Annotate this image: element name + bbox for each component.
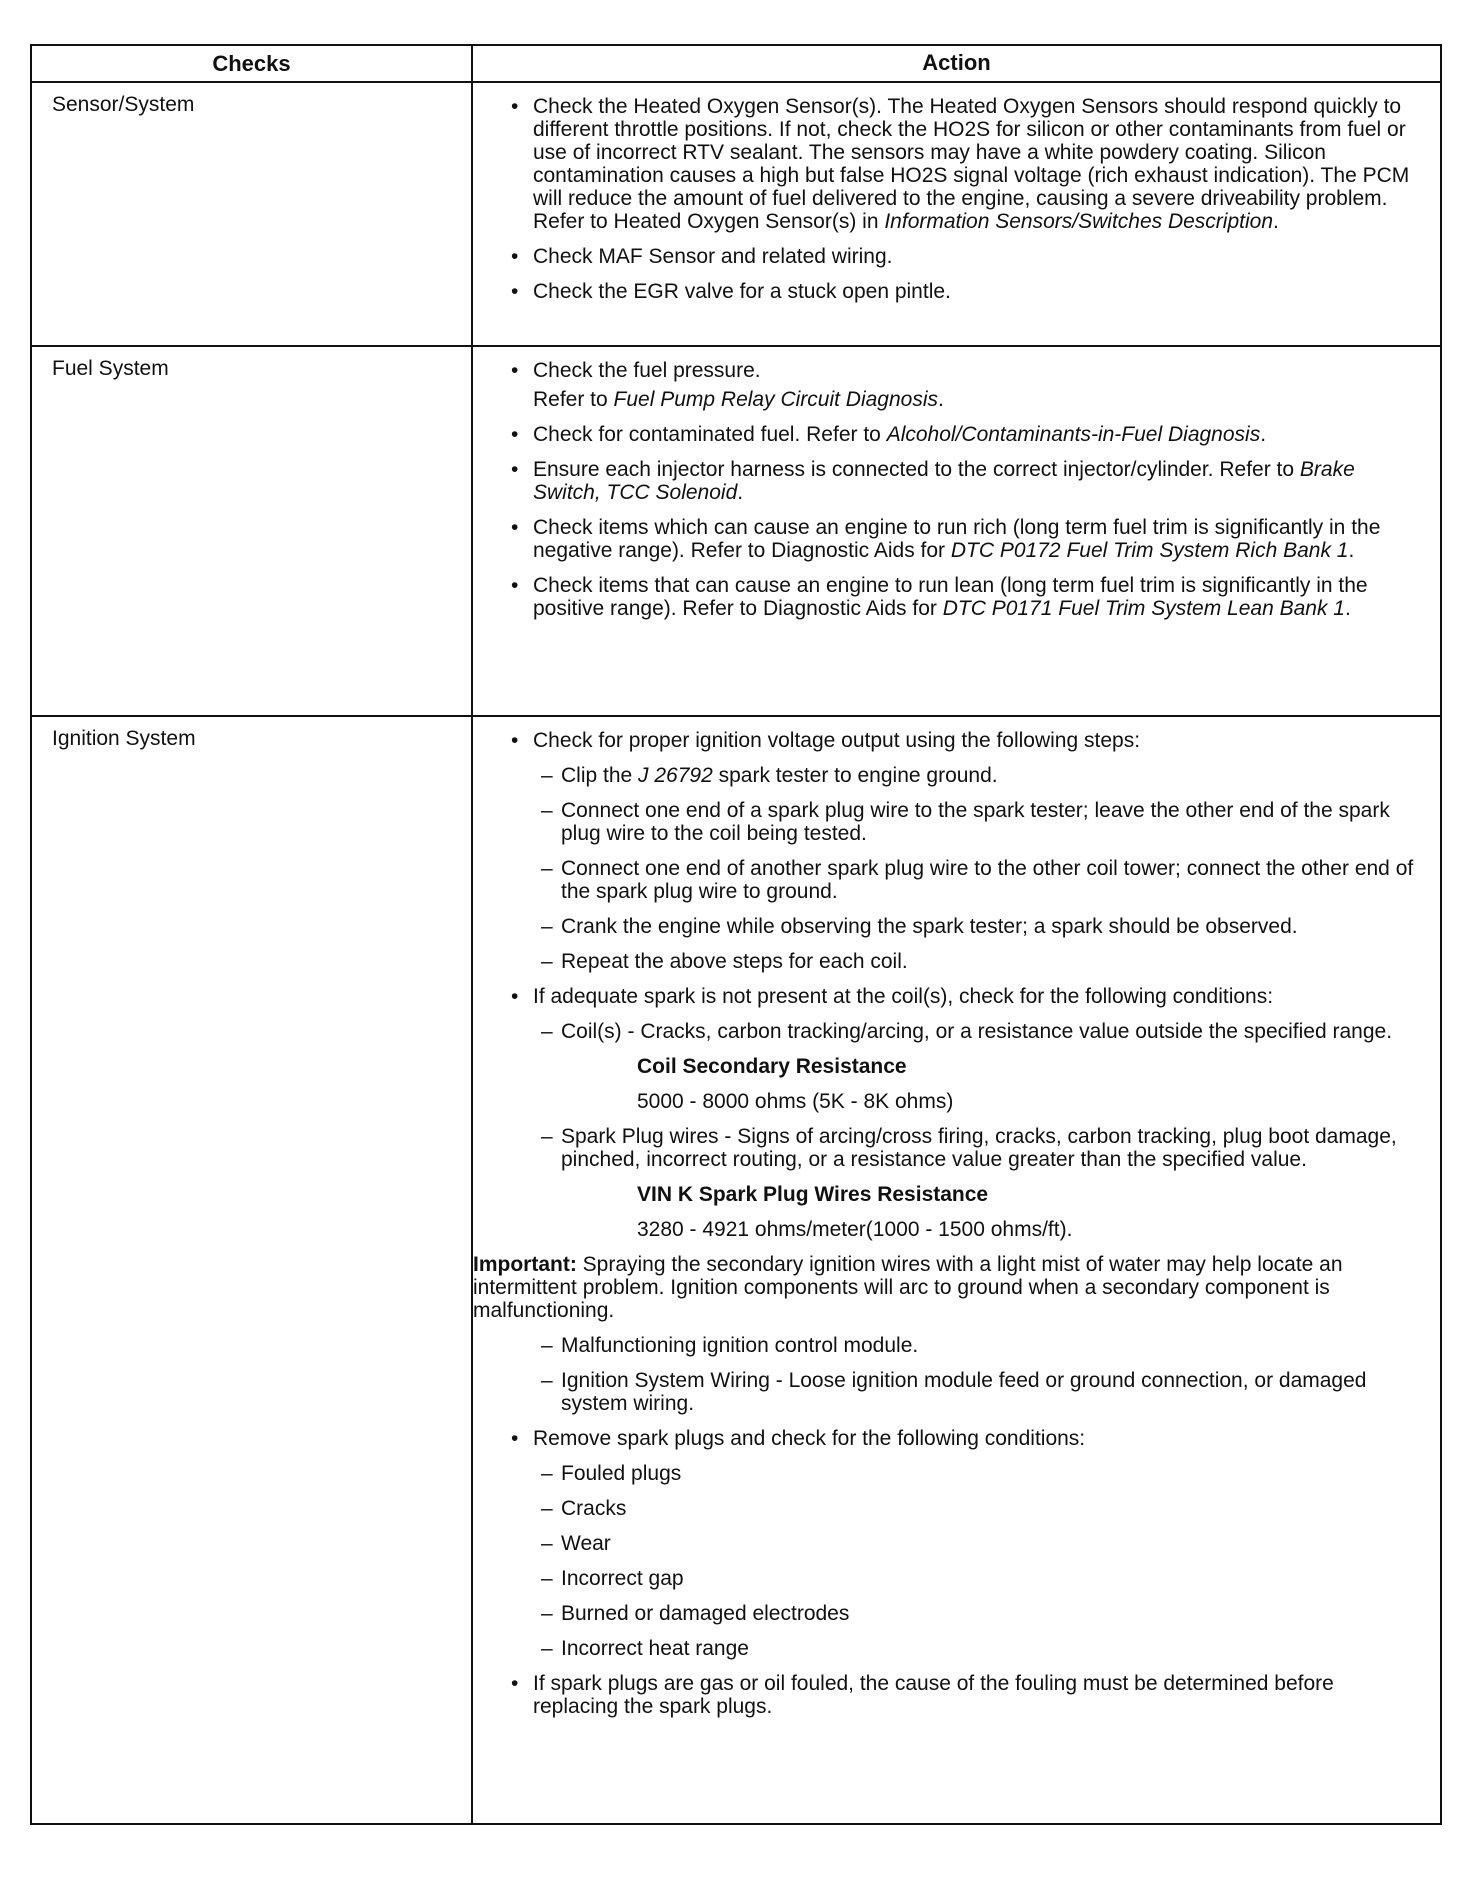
sub-item: – Incorrect heat range — [485, 1637, 1424, 1660]
sub-item: – Spark Plug wires - Signs of arcing/cross firing, cracks, carbon tracking, plug boot damage, pinched, incorrect routing, or a resistance value greater than the specified value. — [485, 1125, 1424, 1171]
action-item: • Check the Heated Oxygen Sensor(s). The Heated Oxygen Sensors should respond quickly to different throttle positions. If not, check the HO2S for silicon or other contaminants from fuel or use of incorrect RTV sealant. The sensors may have a white powdery coating. Silicon contamination causes a high but false HO2S signal voltage (rich exhaust indication). The PCM will reduce the amount of fuel delivered to the engine, causing a severe driveability problem. Refer to Heated Oxygen Sensor(s) in Information Sensors/Switches Description. — [485, 95, 1424, 233]
spec-title-wire-resistance: VIN K Spark Plug Wires Resistance — [637, 1183, 989, 1206]
sub-item: – Wear — [485, 1532, 1424, 1555]
sub-item: – Ignition System Wiring - Loose ignition module feed or ground connection, or damaged system wiring. — [485, 1369, 1424, 1415]
diagnostic-table — [30, 44, 1442, 1825]
sub-item: – Connect one end of another spark plug wire to the other coil tower; connect the other end of the spark plug wire to ground. — [485, 857, 1424, 903]
sub-item: – Incorrect gap — [485, 1567, 1424, 1590]
table-row-sensor-system — [32, 81, 1440, 345]
table-row-fuel-system — [32, 345, 1440, 715]
important-note: Important: Spraying the secondary ignition wires with a light mist of water may help locate an intermittent problem. Ignition components will arc to ground when a secondary component is malfunctioning. — [473, 1253, 1343, 1322]
spec-value-wire-resistance: 3280 - 4921 ohms/meter(1000 - 1500 ohms/ft). — [637, 1218, 1073, 1241]
action-item: • Check the fuel pressure. — [485, 359, 1424, 382]
check-label-ignition-system: Ignition System — [32, 717, 473, 1823]
check-label-sensor-system: Sensor/System — [32, 83, 473, 345]
action-item: • If spark plugs are gas or oil fouled, the cause of the fouling must be determined before replacing the spark plugs. — [485, 1672, 1424, 1718]
action-item: • If adequate spark is not present at the coil(s), check for the following conditions: — [485, 985, 1424, 1008]
sub-item: – Connect one end of a spark plug wire to the spark tester; leave the other end of the spark plug wire to the coil being tested. — [485, 799, 1424, 845]
action-item: • Check for proper ignition voltage output using the following steps: — [485, 729, 1424, 752]
table-header-row — [32, 46, 1440, 81]
spec-title-coil-resistance: Coil Secondary Resistance — [637, 1055, 907, 1078]
sub-item: – Cracks — [485, 1497, 1424, 1520]
check-label-fuel-system: Fuel System — [32, 347, 473, 715]
header-checks: Checks — [32, 46, 473, 81]
sub-item: – Fouled plugs — [485, 1462, 1424, 1485]
sub-item: – Repeat the above steps for each coil. — [485, 950, 1424, 973]
action-item: • Check the EGR valve for a stuck open pintle. — [485, 280, 1424, 303]
action-item-continuation: Refer to Fuel Pump Relay Circuit Diagnosis. — [533, 388, 944, 411]
action-item: • Check items that can cause an engine to run lean (long term fuel trim is significantly in the positive range). Refer to Diagnostic Aids for DTC P0171 Fuel Trim System Lean Bank 1. — [485, 574, 1424, 620]
action-item: • Remove spark plugs and check for the following conditions: — [485, 1427, 1424, 1450]
action-cell-ignition-system — [473, 717, 1440, 1823]
sub-item: – Crank the engine while observing the spark tester; a spark should be observed. — [485, 915, 1424, 938]
action-cell-sensor-system — [473, 83, 1440, 345]
sub-item: – Burned or damaged electrodes — [485, 1602, 1424, 1625]
sub-item: – Malfunctioning ignition control module. — [485, 1334, 1424, 1357]
spec-value-coil-resistance: 5000 - 8000 ohms (5K - 8K ohms) — [637, 1090, 954, 1113]
action-item: • Ensure each injector harness is connected to the correct injector/cylinder. Refer to Brake Switch, TCC Solenoid. — [485, 458, 1424, 504]
action-item: • Check MAF Sensor and related wiring. — [485, 245, 1424, 268]
sub-item: – Clip the J 26792 spark tester to engine ground. — [485, 764, 1424, 787]
sub-item: – Coil(s) - Cracks, carbon tracking/arcing, or a resistance value outside the specified range. — [485, 1020, 1424, 1043]
action-item: • Check for contaminated fuel. Refer to Alcohol/Contaminants-in-Fuel Diagnosis. — [485, 423, 1424, 446]
header-action: Action — [922, 50, 991, 75]
important-label: Important: — [473, 1253, 577, 1276]
action-item: • Check items which can cause an engine to run rich (long term fuel trim is significantly in the negative range). Refer to Diagnostic Aids for DTC P0172 Fuel Trim System Rich Bank 1. — [485, 516, 1424, 562]
action-cell-fuel-system — [473, 347, 1440, 715]
table-row-ignition-system — [32, 715, 1440, 1823]
